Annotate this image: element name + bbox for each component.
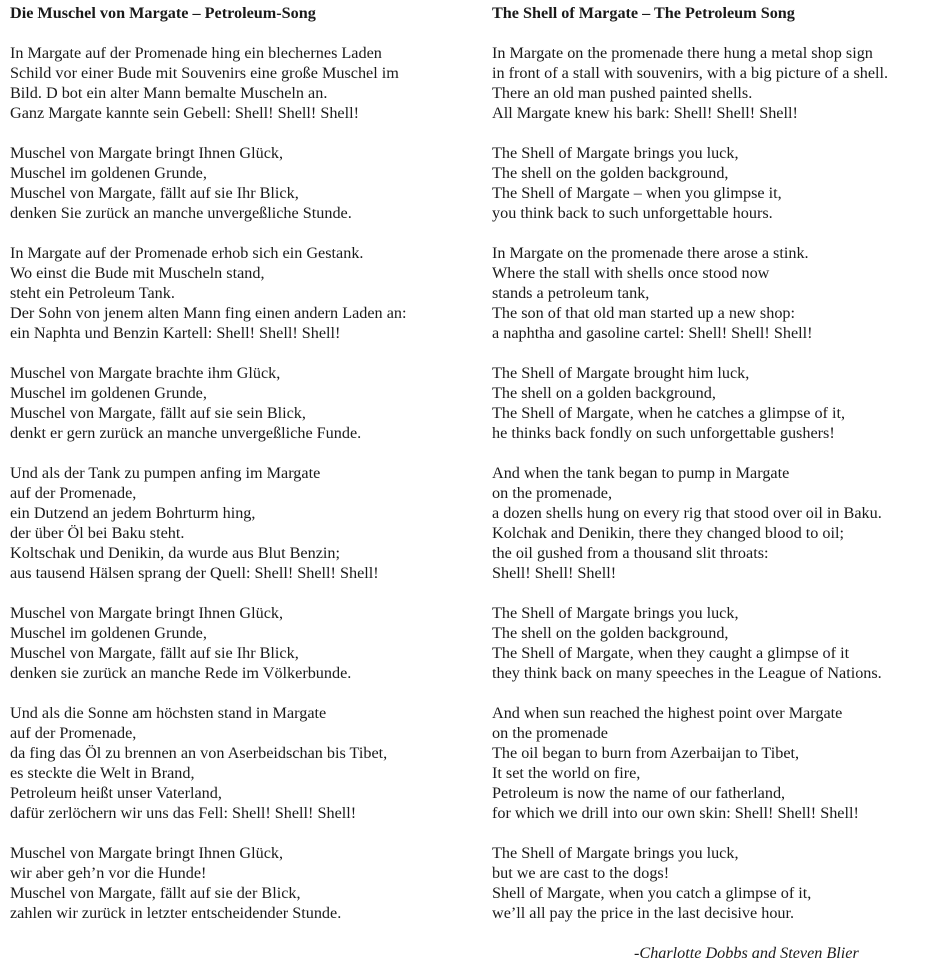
verse-line: Wo einst die Bude mit Muscheln stand, (10, 264, 265, 282)
verse-line: Muschel von Margate, fällt auf sie der Blick, (10, 884, 301, 902)
verse-line: denken sie zurück an manche Rede im Völkerbunde. (10, 664, 352, 682)
verse-line: Der Sohn von jenem alten Mann fing einen andern Laden an: (10, 304, 407, 322)
verse-line: Muschel von Margate bringt Ihnen Glück, (10, 844, 284, 862)
german-stanza (10, 43, 480, 123)
german-stanza (10, 243, 480, 343)
verse-line: but we are cast to the dogs! (492, 864, 670, 882)
verse-line: There an old man pushed painted shells. (492, 84, 753, 102)
verse-line: steht ein Petroleum Tank. (10, 284, 175, 302)
verse-line: wir aber geh’n vor die Hunde! (10, 864, 207, 882)
verse-line: In Margate on the promenade there hung a metal shop sign (492, 44, 873, 62)
english-stanza (492, 363, 936, 443)
verse-line: Koltschak und Denikin, da wurde aus Blut Benzin; (10, 544, 340, 562)
verse-line: The Shell of Margate brought him luck, (492, 364, 750, 382)
english-stanza (492, 243, 936, 343)
verse-line: dafür zerlöchern wir uns das Fell: Shell! Shell! Shell! (10, 804, 357, 822)
verse-line: ein Dutzend an jedem Bohrturm hing, (10, 504, 256, 522)
verse-line: The Shell of Margate, when they caught a glimpse of it (492, 644, 850, 662)
verse-line: denkt er gern zurück an manche unvergeßliche Funde. (10, 424, 362, 442)
verse-line: on the promenade, (492, 484, 613, 502)
verse-line: ein Naphta und Benzin Kartell: Shell! Shell! Shell! (10, 324, 341, 342)
verse-line: he thinks back fondly on such unforgettable gushers! (492, 424, 835, 442)
verse-line: Where the stall with shells once stood now (492, 264, 770, 282)
german-stanza (10, 463, 480, 583)
verse-line: Und als die Sonne am höchsten stand in Margate (10, 704, 327, 722)
verse-line: The shell on a golden background, (492, 384, 716, 402)
verse-line: der über Öl bei Baku steht. (10, 524, 185, 542)
verse-line: The Shell of Margate – when you glimpse it, (492, 184, 782, 202)
verse-line: The Shell of Margate brings you luck, (492, 844, 739, 862)
verse-line: es steckte die Welt in Brand, (10, 764, 195, 782)
verse-line: a naphtha and gasoline cartel: Shell! Shell! Shell! (492, 324, 813, 342)
verse-line: Muschel von Margate, fällt auf sie sein Blick, (10, 404, 306, 422)
verse-line: The shell on the golden background, (492, 164, 729, 182)
verse-line: zahlen wir zurück in letzter entscheidender Stunde. (10, 904, 342, 922)
verse-line: The son of that old man started up a new shop: (492, 304, 796, 322)
verse-line: The Shell of Margate brings you luck, (492, 144, 739, 162)
verse-line: they think back on many speeches in the League of Nations. (492, 664, 882, 682)
english-stanza (492, 143, 936, 223)
verse-line: And when sun reached the highest point over Margate (492, 704, 843, 722)
verse-line: in front of a stall with souvenirs, with a big picture of a shell. (492, 64, 889, 82)
german-title: Die Muschel von Margate – Petroleum-Song (10, 4, 316, 22)
verse-line: you think back to such unforgettable hours. (492, 204, 773, 222)
verse-line: for which we drill into our own skin: Shell! Shell! Shell! (492, 804, 859, 822)
verse-line: aus tausend Hälsen sprang der Quell: Shell! Shell! Shell! (10, 564, 379, 582)
verse-line: Shell of Margate, when you catch a glimpse of it, (492, 884, 812, 902)
english-stanza (492, 463, 936, 583)
verse-line: Muschel im goldenen Grunde, (10, 384, 207, 402)
english-stanza (492, 843, 936, 923)
verse-line: Bild. D bot ein alter Mann bemalte Muscheln an. (10, 84, 328, 102)
verse-line: All Margate knew his bark: Shell! Shell! Shell! (492, 104, 798, 122)
verse-line: the oil gushed from a thousand slit throats: (492, 544, 769, 562)
verse-line: The oil began to burn from Azerbaijan to Tibet, (492, 744, 800, 762)
verse-line: The shell on the golden background, (492, 624, 729, 642)
verse-line: In Margate auf der Promenade erhob sich ein Gestank. (10, 244, 364, 262)
verse-line: Ganz Margate kannte sein Gebell: Shell! Shell! Shell! (10, 104, 359, 122)
english-stanzas (492, 43, 936, 923)
verse-line: on the promenade (492, 724, 608, 742)
verse-line: Muschel von Margate bringt Ihnen Glück, (10, 604, 284, 622)
verse-line: Shell! Shell! Shell! (492, 564, 617, 582)
german-stanza (10, 703, 480, 823)
verse-line: The Shell of Margate brings you luck, (492, 604, 739, 622)
german-stanza (10, 363, 480, 443)
verse-line: Kolchak and Denikin, there they changed blood to oil; (492, 524, 844, 542)
verse-line: Muschel von Margate brachte ihm Glück, (10, 364, 281, 382)
verse-line: auf der Promenade, (10, 724, 137, 742)
verse-line: stands a petroleum tank, (492, 284, 650, 302)
german-column (10, 3, 480, 943)
verse-line: And when the tank began to pump in Margate (492, 464, 790, 482)
verse-line: Muschel im goldenen Grunde, (10, 164, 207, 182)
german-stanza (10, 843, 480, 923)
verse-line: The Shell of Margate, when he catches a glimpse of it, (492, 404, 846, 422)
english-title: The Shell of Margate – The Petroleum Song (492, 4, 795, 22)
german-stanza (10, 603, 480, 683)
verse-line: It set the world on fire, (492, 764, 641, 782)
verse-line: Muschel im goldenen Grunde, (10, 624, 207, 642)
verse-line: In Margate auf der Promenade hing ein blechernes Laden (10, 44, 382, 62)
verse-line: auf der Promenade, (10, 484, 137, 502)
verse-line: a dozen shells hung on every rig that stood over oil in Baku. (492, 504, 882, 522)
verse-line: Muschel von Margate bringt Ihnen Glück, (10, 144, 284, 162)
english-stanza (492, 703, 936, 823)
verse-line: Muschel von Margate, fällt auf sie Ihr Blick, (10, 184, 299, 202)
english-stanza (492, 43, 936, 123)
verse-line: In Margate on the promenade there arose a stink. (492, 244, 809, 262)
verse-line: Und als der Tank zu pumpen anfing im Margate (10, 464, 321, 482)
verse-line: we’ll all pay the price in the last decisive hour. (492, 904, 795, 922)
english-stanza (492, 603, 936, 683)
verse-line: denken Sie zurück an manche unvergeßliche Stunde. (10, 204, 352, 222)
verse-line: Schild vor einer Bude mit Souvenirs eine große Muschel im (10, 64, 399, 82)
verse-line: da fing das Öl zu brennen an von Aserbeidschan bis Tibet, (10, 744, 388, 762)
english-column (492, 3, 936, 943)
verse-line: Petroleum heißt unser Vaterland, (10, 784, 222, 802)
german-stanza (10, 143, 480, 223)
verse-line: Petroleum is now the name of our fatherland, (492, 784, 786, 802)
verse-line: Muschel von Margate, fällt auf sie Ihr Blick, (10, 644, 299, 662)
translation-credit: -Charlotte Dobbs and Steven Blier (634, 944, 859, 962)
german-stanzas (10, 43, 480, 923)
